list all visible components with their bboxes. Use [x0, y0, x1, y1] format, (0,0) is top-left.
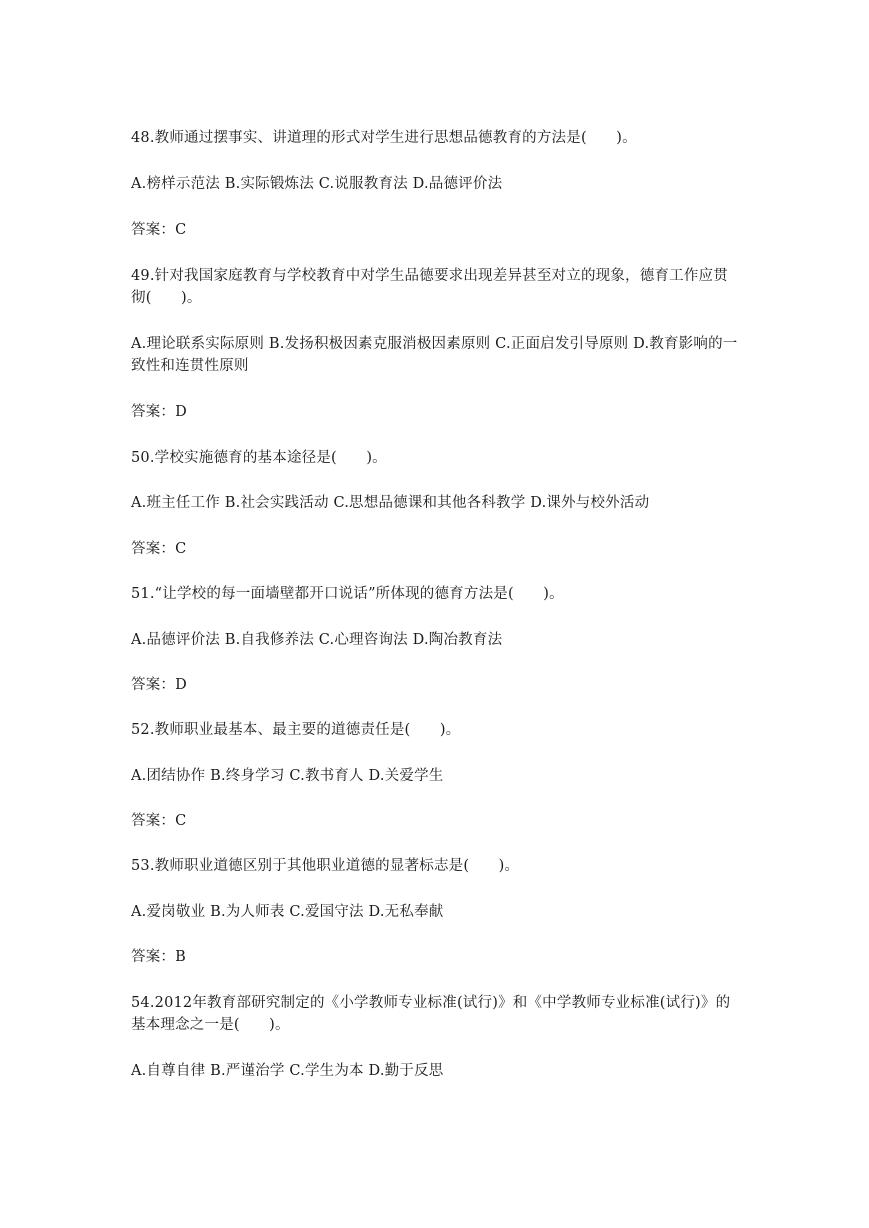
question-51-answer: 答案：D [131, 677, 187, 693]
question-50-options: A.班主任工作 B.社会实践活动 C.思想品德课和其他各科教学 D.课外与校外活动 [131, 495, 650, 511]
question-53-options: A.爱岗敬业 B.为人师表 C.爱国守法 D.无私奉献 [131, 904, 444, 920]
question-54-stem: 54.2012年教育部研究制定的《小学教师专业标准(试行)》和《中学教师专业标准(试行)》的基本理念之一是( )。 [131, 995, 731, 1033]
question-48-answer: 答案：C [131, 222, 187, 238]
question-50-stem: 50.学校实施德育的基本途径是( )。 [131, 450, 387, 466]
question-49-answer: 答案：D [131, 404, 187, 420]
question-51-stem: 51.“让学校的每一面墙壁都开口说话”所体现的德育方法是( )。 [131, 586, 564, 602]
question-49-options: A.理论联系实际原则 B.发扬积极因素克服消极因素原则 C.正面启发引导原则 D.教育影响的一致性和连贯性原则 [131, 336, 738, 374]
question-53-stem: 53.教师职业道德区别于其他职业道德的显著标志是( )。 [131, 858, 520, 874]
question-52-stem: 52.教师职业最基本、最主要的道德责任是( )。 [131, 722, 461, 738]
question-52-answer: 答案：C [131, 813, 187, 829]
question-52-options: A.团结协作 B.终身学习 C.教书育人 D.关爱学生 [131, 768, 444, 784]
question-54-options: A.自尊自律 B.严谨治学 C.学生为本 D.勤于反思 [131, 1063, 444, 1079]
question-51-options: A.品德评价法 B.自我修养法 C.心理咨询法 D.陶冶教育法 [131, 632, 503, 648]
question-49-stem: 49.针对我国家庭教育与学校教育中对学生品德要求出现差异甚至对立的现象，德育工作应贯彻( )。 [131, 268, 728, 306]
question-48-stem: 48.教师通过摆事实、讲道理的形式对学生进行思想品德教育的方法是( )。 [131, 130, 637, 146]
question-50-answer: 答案：C [131, 541, 187, 557]
question-53-answer: 答案：B [131, 949, 186, 965]
question-48-options: A.榜样示范法 B.实际锻炼法 C.说服教育法 D.品德评价法 [131, 176, 503, 192]
